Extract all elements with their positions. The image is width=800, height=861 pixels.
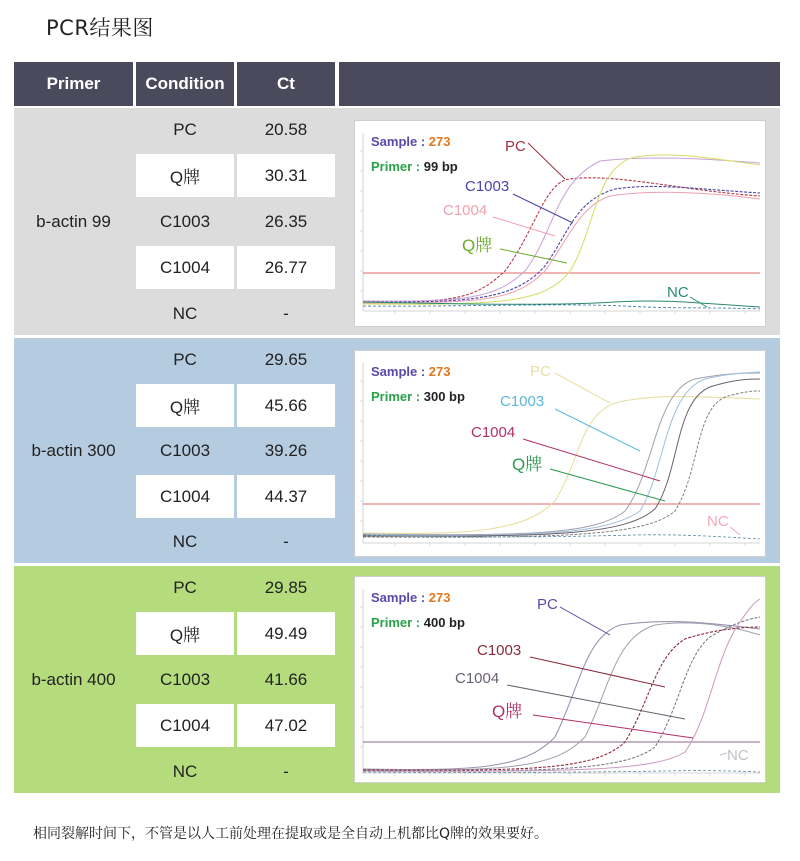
ct-cell: 49.49 — [237, 612, 335, 655]
ct-cell: 39.26 — [237, 430, 335, 472]
chart-label-c1004: C1004 — [443, 202, 488, 219]
ct-cell: 20.58 — [237, 108, 335, 151]
chart-label-q: Q牌 — [462, 236, 493, 255]
svg-text:Primer : 99 bp — [371, 159, 458, 174]
chart-label-c1004: C1004 — [455, 670, 500, 687]
ct-cell: - — [237, 292, 335, 335]
condition-cell: Q牌 — [136, 384, 234, 427]
svg-text:Sample : 273 — [371, 134, 451, 149]
amplification-chart-99 — [354, 120, 766, 327]
chart-label-nc: NC — [667, 284, 689, 301]
condition-cell: C1004 — [136, 246, 234, 289]
condition-cell: Q牌 — [136, 612, 234, 655]
chart-label-pc: PC — [530, 363, 551, 380]
footer-note: 相同裂解时间下，不管是以人工前处理在提取或是全自动上机都比Q牌的效果要好。 — [33, 826, 549, 842]
chart-sample-label: Sample : — [371, 590, 429, 605]
chart-primer-label: Primer : — [371, 615, 424, 630]
condition-cell: PC — [136, 566, 234, 609]
svg-text:Sample : 273 — [371, 364, 451, 379]
ct-cell: - — [237, 521, 335, 563]
primer-label-99: b-actin 99 — [36, 211, 111, 231]
header-chart — [339, 62, 780, 106]
condition-cell: C1004 — [136, 475, 234, 518]
chart-primer-value: 99 bp — [423, 159, 458, 174]
condition-cell: PC — [136, 108, 234, 151]
condition-cell: NC — [136, 750, 234, 793]
ct-cell: - — [237, 750, 335, 793]
primer-label-400: b-actin 400 — [31, 669, 116, 689]
chart-sample-value: 273 — [428, 134, 451, 149]
chart-sample-label: Sample : — [371, 134, 429, 149]
ct-cell: 47.02 — [237, 704, 335, 747]
ct-cell: 26.77 — [237, 246, 335, 289]
amplification-chart-300 — [354, 350, 766, 557]
chart-label-nc: NC — [727, 747, 749, 764]
condition-cell: C1004 — [136, 704, 234, 747]
condition-cell: C1003 — [136, 658, 234, 701]
chart-sample-value: 273 — [428, 364, 451, 379]
chart-label-c1003: C1003 — [477, 642, 522, 659]
chart-label-pc: PC — [505, 138, 526, 155]
condition-cell: C1003 — [136, 430, 234, 472]
chart-primer-value: 400 bp — [423, 615, 465, 630]
header-ct: Ct — [237, 62, 335, 106]
chart-label-nc: NC — [707, 513, 729, 530]
condition-cell: PC — [136, 338, 234, 381]
ct-cell: 30.31 — [237, 154, 335, 197]
condition-cell: Q牌 — [136, 154, 234, 197]
primer-label-300: b-actin 300 — [31, 440, 116, 460]
svg-text:Primer : 400 bp — [371, 615, 465, 630]
chart-primer-label: Primer : — [371, 159, 424, 174]
chart-label-c1003: C1003 — [465, 178, 510, 195]
chart-sample-label: Sample : — [371, 364, 429, 379]
chart-label-q: Q牌 — [512, 455, 543, 474]
ct-cell: 44.37 — [237, 475, 335, 518]
chart-label-c1003: C1003 — [500, 393, 545, 410]
ct-cell: 26.35 — [237, 200, 335, 243]
header-condition: Condition — [136, 62, 234, 106]
chart-label-c1004: C1004 — [471, 424, 516, 441]
chart-sample-value: 273 — [428, 590, 451, 605]
condition-cell: NC — [136, 521, 234, 563]
chart-label-pc: PC — [537, 596, 558, 613]
svg-text:Sample : 273 — [371, 590, 451, 605]
chart-primer-value: 300 bp — [423, 389, 465, 404]
condition-cell: C1003 — [136, 200, 234, 243]
chart-primer-label: Primer : — [371, 389, 424, 404]
ct-cell: 29.85 — [237, 566, 335, 609]
chart-label-q: Q牌 — [492, 702, 523, 721]
page-title: PCR结果图 — [46, 16, 154, 40]
svg-text:Primer : 300 bp — [371, 389, 465, 404]
ct-cell: 41.66 — [237, 658, 335, 701]
condition-cell: NC — [136, 292, 234, 335]
header-primer: Primer — [14, 62, 133, 106]
amplification-chart-400 — [354, 576, 766, 783]
ct-cell: 29.65 — [237, 338, 335, 381]
ct-cell: 45.66 — [237, 384, 335, 427]
